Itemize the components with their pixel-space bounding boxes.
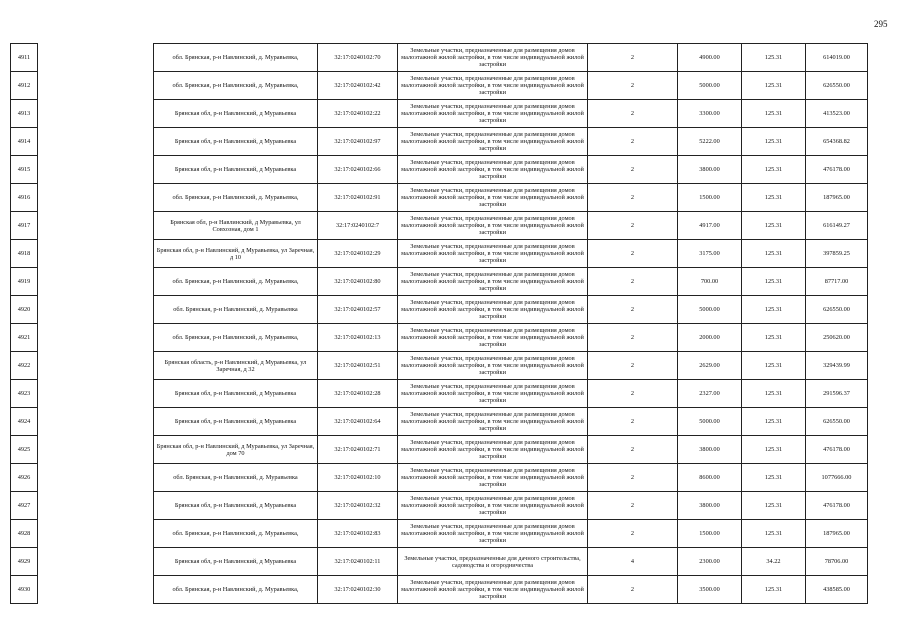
rate-cell: 125.31 (742, 576, 806, 604)
cadastral-value-cell: 616149.27 (806, 212, 868, 240)
land-use-cell: Земельные участки, предназначенные для размещения домов малоэтажной жилой застройки, в том числе индивидуальной жилой застройки (398, 128, 588, 156)
cadastral-value-cell: 187965.00 (806, 520, 868, 548)
category-count-cell: 2 (588, 212, 678, 240)
separator-gap (38, 520, 154, 548)
table-body (11, 44, 868, 604)
land-use-cell: Земельные участки, предназначенные для размещения домов малоэтажной жилой застройки, в том числе индивидуальной жилой застройки (398, 156, 588, 184)
address-cell: обл. Брянская, р-н Навлинский, д. Муравьевка (154, 296, 318, 324)
row-number-cell: 4919 (11, 268, 38, 296)
cadastral-value-cell: 626550.00 (806, 296, 868, 324)
table-row (11, 576, 868, 604)
address-cell: обл. Брянская, р-н Навлинский, д. Муравьевка, (154, 520, 318, 548)
table-row (11, 184, 868, 212)
table-row (11, 492, 868, 520)
area-cell: 5000.00 (678, 296, 742, 324)
separator-gap (38, 408, 154, 436)
land-use-cell: Земельные участки, предназначенные для размещения домов малоэтажной жилой застройки, в том числе индивидуальной жилой застройки (398, 380, 588, 408)
separator-gap (38, 352, 154, 380)
table-row (11, 380, 868, 408)
address-cell: обл. Брянская, р-н Навлинский, д. Муравьевка, (154, 72, 318, 100)
cadastral-number-cell: 32:17:0240102:51 (318, 352, 398, 380)
address-cell: обл. Брянская, р-н Навлинский, д. Муравьевка, (154, 268, 318, 296)
rate-cell: 125.31 (742, 268, 806, 296)
category-count-cell: 2 (588, 380, 678, 408)
table-row (11, 436, 868, 464)
table-row (11, 352, 868, 380)
cadastral-value-cell: 476178.00 (806, 156, 868, 184)
address-cell: обл. Брянская, р-н Навлинский, д. Муравьевка (154, 464, 318, 492)
cadastral-number-cell: 32:17:0240102:97 (318, 128, 398, 156)
separator-gap (38, 548, 154, 576)
area-cell: 4900.00 (678, 44, 742, 72)
address-cell: Брянская обл, р-н Навлинский, д Муравьевка, ул Совхозная, дом 1 (154, 212, 318, 240)
area-cell: 5222.00 (678, 128, 742, 156)
land-use-cell: Земельные участки, предназначенные для размещения домов малоэтажной жилой застройки, в том числе индивидуальной жилой застройки (398, 492, 588, 520)
separator-gap (38, 212, 154, 240)
area-cell: 3300.00 (678, 100, 742, 128)
land-use-cell: Земельные участки, предназначенные для размещения домов малоэтажной жилой застройки, в том числе индивидуальной жилой застройки (398, 576, 588, 604)
row-number-cell: 4912 (11, 72, 38, 100)
row-number-cell: 4930 (11, 576, 38, 604)
area-cell: 5000.00 (678, 408, 742, 436)
table-row (11, 156, 868, 184)
cadastral-number-cell: 32:17:0240102:71 (318, 436, 398, 464)
cadastral-number-cell: 32:17:0240102:30 (318, 576, 398, 604)
category-count-cell: 2 (588, 296, 678, 324)
address-cell: Брянская обл, р-н Навлинский, д Муравьевка (154, 100, 318, 128)
separator-gap (38, 72, 154, 100)
category-count-cell: 2 (588, 352, 678, 380)
land-use-cell: Земельные участки, предназначенные для размещения домов малоэтажной жилой застройки, в том числе индивидуальной жилой застройки (398, 520, 588, 548)
category-count-cell: 2 (588, 184, 678, 212)
category-count-cell: 2 (588, 128, 678, 156)
land-use-cell: Земельные участки, предназначенные для размещения домов малоэтажной жилой застройки, в том числе индивидуальной жилой застройки (398, 212, 588, 240)
separator-gap (38, 156, 154, 184)
row-number-cell: 4923 (11, 380, 38, 408)
row-number-cell: 4911 (11, 44, 38, 72)
cadastral-number-cell: 32:17:0240102:80 (318, 268, 398, 296)
area-cell: 2300.00 (678, 548, 742, 576)
row-number-cell: 4929 (11, 548, 38, 576)
cadastral-value-cell: 476178.00 (806, 436, 868, 464)
row-number-cell: 4921 (11, 324, 38, 352)
rate-cell: 125.31 (742, 352, 806, 380)
category-count-cell: 2 (588, 576, 678, 604)
rate-cell: 125.31 (742, 464, 806, 492)
rate-cell: 34.22 (742, 548, 806, 576)
rate-cell: 125.31 (742, 44, 806, 72)
row-number-cell: 4926 (11, 464, 38, 492)
address-cell: Брянская обл, р-н Навлинский, д Муравьевка (154, 492, 318, 520)
land-use-cell: Земельные участки, предназначенные для размещения домов малоэтажной жилой застройки, в том числе индивидуальной жилой застройки (398, 436, 588, 464)
category-count-cell: 2 (588, 156, 678, 184)
table-row (11, 72, 868, 100)
rate-cell: 125.31 (742, 212, 806, 240)
land-use-cell: Земельные участки, предназначенные для дачного строительства, садоводства и огородничества (398, 548, 588, 576)
area-cell: 3800.00 (678, 156, 742, 184)
area-cell: 5000.00 (678, 72, 742, 100)
row-number-cell: 4915 (11, 156, 38, 184)
table-row (11, 464, 868, 492)
row-number-cell: 4927 (11, 492, 38, 520)
row-number-cell: 4922 (11, 352, 38, 380)
rate-cell: 125.31 (742, 492, 806, 520)
address-cell: Брянская область, р-н Навлинский, д Муравьевка, ул Заречная, д 32 (154, 352, 318, 380)
cadastral-number-cell: 32:17:0240102:66 (318, 156, 398, 184)
separator-gap (38, 492, 154, 520)
separator-gap (38, 128, 154, 156)
address-cell: Брянская обл, р-н Навлинский, д Муравьевка (154, 548, 318, 576)
address-cell: Брянская обл, р-н Навлинский, д Муравьевка (154, 408, 318, 436)
cadastral-value-cell: 614019.00 (806, 44, 868, 72)
area-cell: 4917.00 (678, 212, 742, 240)
table-row (11, 408, 868, 436)
category-count-cell: 2 (588, 268, 678, 296)
area-cell: 2000.00 (678, 324, 742, 352)
separator-gap (38, 240, 154, 268)
area-cell: 3800.00 (678, 436, 742, 464)
row-number-cell: 4920 (11, 296, 38, 324)
category-count-cell: 4 (588, 548, 678, 576)
cadastral-number-cell: 32:17:0240102:64 (318, 408, 398, 436)
category-count-cell: 2 (588, 408, 678, 436)
cadastral-value-cell: 626550.00 (806, 72, 868, 100)
land-use-cell: Земельные участки, предназначенные для размещения домов малоэтажной жилой застройки, в том числе индивидуальной жилой застройки (398, 296, 588, 324)
area-cell: 1500.00 (678, 184, 742, 212)
cadastral-value-cell: 476178.00 (806, 492, 868, 520)
cadastral-value-cell: 397859.25 (806, 240, 868, 268)
separator-gap (38, 324, 154, 352)
land-use-cell: Земельные участки, предназначенные для размещения домов малоэтажной жилой застройки, в том числе индивидуальной жилой застройки (398, 324, 588, 352)
rate-cell: 125.31 (742, 380, 806, 408)
row-number-cell: 4925 (11, 436, 38, 464)
separator-gap (38, 576, 154, 604)
cadastral-number-cell: 32:17:0240102:91 (318, 184, 398, 212)
category-count-cell: 2 (588, 436, 678, 464)
table-row (11, 296, 868, 324)
table-row (11, 100, 868, 128)
cadastral-number-cell: 32:17:0240102:13 (318, 324, 398, 352)
row-number-cell: 4913 (11, 100, 38, 128)
land-use-cell: Земельные участки, предназначенные для размещения домов малоэтажной жилой застройки, в том числе индивидуальной жилой застройки (398, 184, 588, 212)
separator-gap (38, 464, 154, 492)
cadastral-value-cell: 626550.00 (806, 408, 868, 436)
separator-gap (38, 184, 154, 212)
rate-cell: 125.31 (742, 408, 806, 436)
cadastral-number-cell: 32:17:0240102:11 (318, 548, 398, 576)
address-cell: Брянская обл, р-н Навлинский, д Муравьевка (154, 380, 318, 408)
cadastral-value-cell: 329439.99 (806, 352, 868, 380)
rate-cell: 125.31 (742, 72, 806, 100)
separator-gap (38, 380, 154, 408)
address-cell: обл. Брянская, р-н Навлинский, д. Муравьевка, (154, 324, 318, 352)
table-row (11, 128, 868, 156)
area-cell: 3800.00 (678, 492, 742, 520)
category-count-cell: 2 (588, 100, 678, 128)
land-registry-table (10, 43, 868, 604)
cadastral-value-cell: 438585.00 (806, 576, 868, 604)
land-use-cell: Земельные участки, предназначенные для размещения домов малоэтажной жилой застройки, в том числе индивидуальной жилой застройки (398, 352, 588, 380)
cadastral-number-cell: 32:17:0240102:29 (318, 240, 398, 268)
table-row (11, 520, 868, 548)
address-cell: Брянская обл, р-н Навлинский, д Муравьевка, ул Заречная, д 10 (154, 240, 318, 268)
land-use-cell: Земельные участки, предназначенные для размещения домов малоэтажной жилой застройки, в том числе индивидуальной жилой застройки (398, 44, 588, 72)
rate-cell: 125.31 (742, 128, 806, 156)
category-count-cell: 2 (588, 520, 678, 548)
category-count-cell: 2 (588, 72, 678, 100)
land-use-cell: Земельные участки, предназначенные для размещения домов малоэтажной жилой застройки, в том числе индивидуальной жилой застройки (398, 72, 588, 100)
address-cell: обл. Брянская, р-н Навлинский, д. Муравьевка, (154, 184, 318, 212)
address-cell: Брянская обл, р-н Навлинский, д Муравьевка, ул Заречная, дом 70 (154, 436, 318, 464)
area-cell: 2327.00 (678, 380, 742, 408)
area-cell: 700.00 (678, 268, 742, 296)
category-count-cell: 2 (588, 240, 678, 268)
cadastral-value-cell: 250620.00 (806, 324, 868, 352)
cadastral-value-cell: 291596.37 (806, 380, 868, 408)
area-cell: 1500.00 (678, 520, 742, 548)
address-cell: обл. Брянская, р-н Навлинский, д. Муравьевка, (154, 44, 318, 72)
table-row (11, 324, 868, 352)
address-cell: Брянская обл, р-н Навлинский, д Муравьевка (154, 128, 318, 156)
address-cell: обл. Брянская, р-н Навлинский, д. Муравьевка, (154, 576, 318, 604)
cadastral-number-cell: 32:17:0240102:70 (318, 44, 398, 72)
row-number-cell: 4918 (11, 240, 38, 268)
table-row (11, 548, 868, 576)
cadastral-number-cell: 32:17:0240102:10 (318, 464, 398, 492)
cadastral-number-cell: 32:17:0240102:83 (318, 520, 398, 548)
table-row (11, 212, 868, 240)
cadastral-value-cell: 187965.00 (806, 184, 868, 212)
land-use-cell: Земельные участки, предназначенные для размещения домов малоэтажной жилой застройки, в том числе индивидуальной жилой застройки (398, 240, 588, 268)
address-cell: Брянская обл, р-н Навлинский, д Муравьевка (154, 156, 318, 184)
rate-cell: 125.31 (742, 184, 806, 212)
table-row (11, 44, 868, 72)
area-cell: 3175.00 (678, 240, 742, 268)
cadastral-value-cell: 78706.00 (806, 548, 868, 576)
area-cell: 3500.00 (678, 576, 742, 604)
separator-gap (38, 44, 154, 72)
row-number-cell: 4916 (11, 184, 38, 212)
cadastral-number-cell: 32:17:0240102:28 (318, 380, 398, 408)
table-row (11, 268, 868, 296)
rate-cell: 125.31 (742, 436, 806, 464)
row-number-cell: 4914 (11, 128, 38, 156)
separator-gap (38, 436, 154, 464)
page-number: 295 (874, 19, 888, 29)
category-count-cell: 2 (588, 44, 678, 72)
rate-cell: 125.31 (742, 100, 806, 128)
row-number-cell: 4924 (11, 408, 38, 436)
cadastral-number-cell: 32:17:0240102:57 (318, 296, 398, 324)
cadastral-number-cell: 32:17:0240102:7 (318, 212, 398, 240)
land-use-cell: Земельные участки, предназначенные для размещения домов малоэтажной жилой застройки, в том числе индивидуальной жилой застройки (398, 408, 588, 436)
category-count-cell: 2 (588, 492, 678, 520)
rate-cell: 125.31 (742, 156, 806, 184)
area-cell: 8600.00 (678, 464, 742, 492)
cadastral-value-cell: 654368.82 (806, 128, 868, 156)
land-use-cell: Земельные участки, предназначенные для размещения домов малоэтажной жилой застройки, в том числе индивидуальной жилой застройки (398, 464, 588, 492)
cadastral-value-cell: 413523.00 (806, 100, 868, 128)
land-use-cell: Земельные участки, предназначенные для размещения домов малоэтажной жилой застройки, в том числе индивидуальной жилой застройки (398, 100, 588, 128)
cadastral-value-cell: 1077666.00 (806, 464, 868, 492)
row-number-cell: 4917 (11, 212, 38, 240)
row-number-cell: 4928 (11, 520, 38, 548)
table-row (11, 240, 868, 268)
separator-gap (38, 268, 154, 296)
cadastral-number-cell: 32:17:0240102:22 (318, 100, 398, 128)
land-use-cell: Земельные участки, предназначенные для размещения домов малоэтажной жилой застройки, в том числе индивидуальной жилой застройки (398, 268, 588, 296)
cadastral-number-cell: 32:17:0240102:42 (318, 72, 398, 100)
separator-gap (38, 296, 154, 324)
rate-cell: 125.31 (742, 520, 806, 548)
rate-cell: 125.31 (742, 240, 806, 268)
rate-cell: 125.31 (742, 296, 806, 324)
cadastral-value-cell: 87717.00 (806, 268, 868, 296)
area-cell: 2629.00 (678, 352, 742, 380)
rate-cell: 125.31 (742, 324, 806, 352)
separator-gap (38, 100, 154, 128)
category-count-cell: 2 (588, 324, 678, 352)
cadastral-number-cell: 32:17:0240102:32 (318, 492, 398, 520)
category-count-cell: 2 (588, 464, 678, 492)
